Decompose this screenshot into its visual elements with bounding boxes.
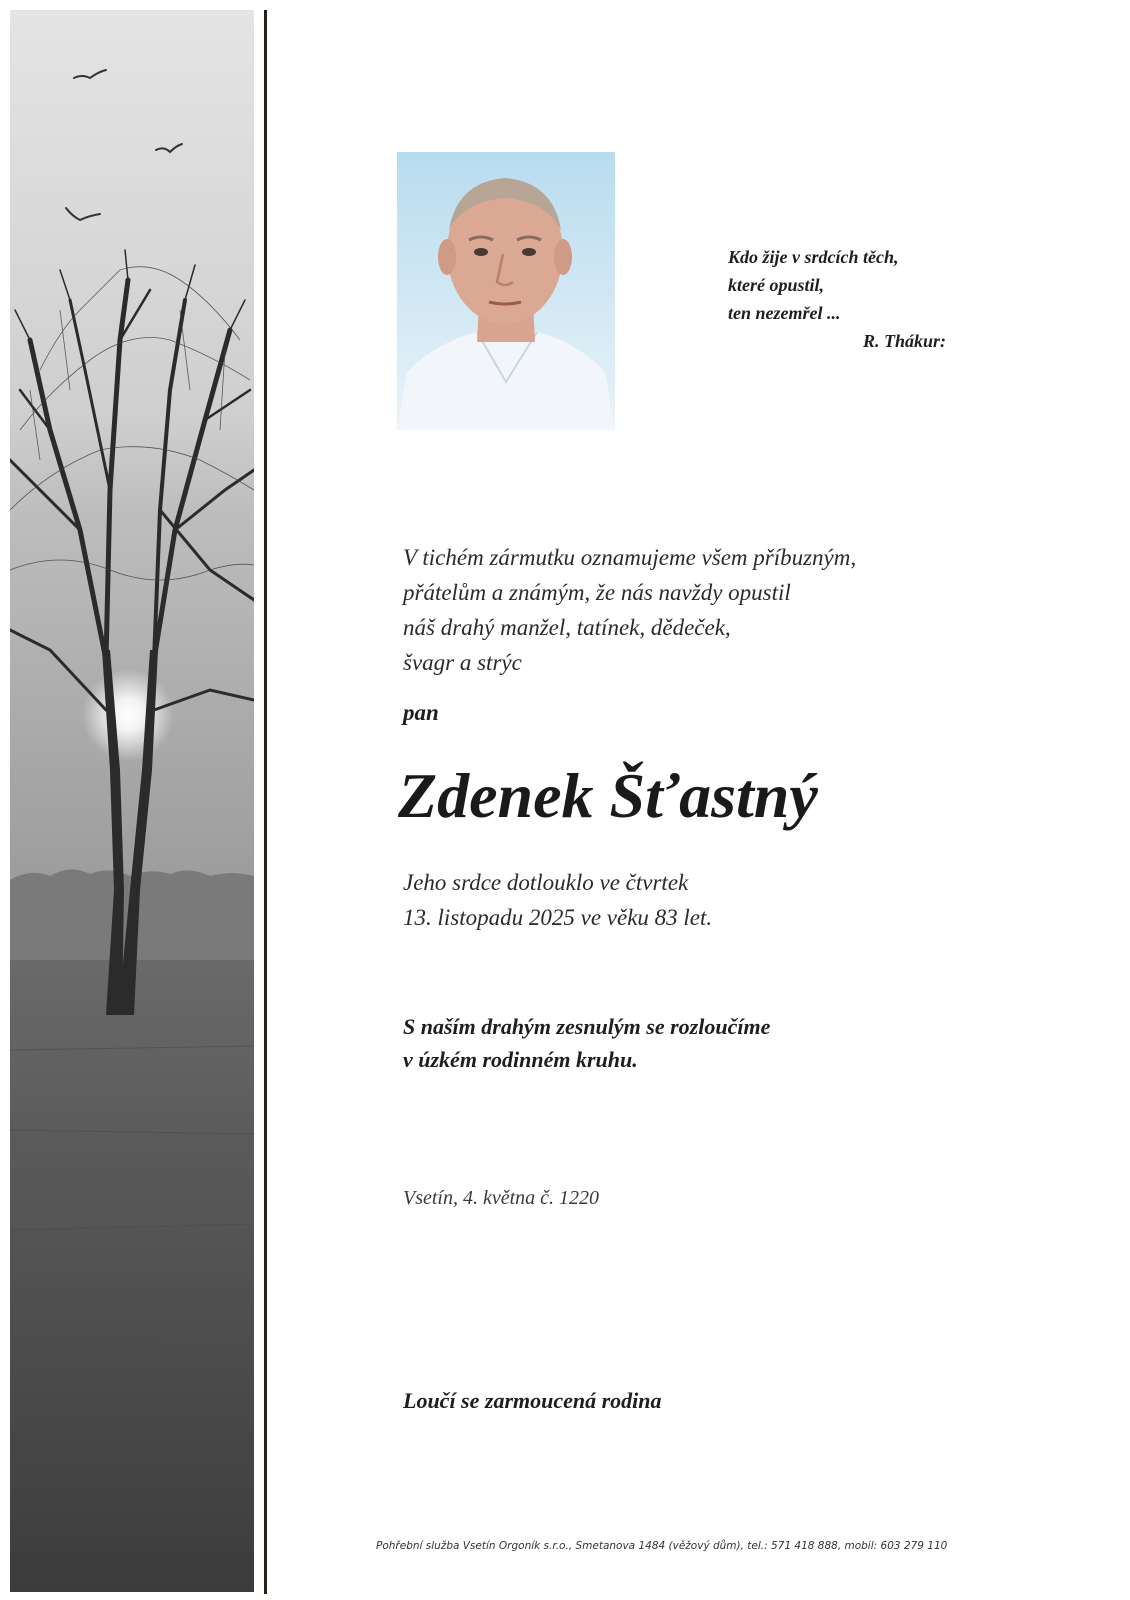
quote-line: Kdo žije v srdcích těch, — [728, 247, 899, 267]
announcement-line: přátelům a známým, že nás navždy opustil — [403, 580, 791, 605]
farewell-line: S naším drahým zesnulým se rozloučíme — [403, 1014, 771, 1039]
announcement-line: V tichém zármutku oznamujeme všem příbuzným, — [403, 545, 857, 570]
announcement-line: švagr a strýc — [403, 650, 522, 675]
portrait-photo — [397, 152, 615, 430]
honorific-title: pan — [403, 700, 439, 725]
farewell-line: v úzkém rodinném kruhu. — [403, 1047, 638, 1072]
funeral-service-footer: Pohřební služba Vsetín Orgoník s.r.o., Smetanova 1484 (věžový dům), tel.: 571 418 888, mobil: 603 279 110 — [376, 1540, 948, 1552]
deceased-name: Zdenek Šťastný — [398, 760, 818, 831]
memorial-quote — [728, 243, 988, 355]
announcement-line: náš drahý manžel, tatínek, dědeček, — [403, 615, 731, 640]
family-signature: Loučí se zarmoucená rodina — [403, 1388, 662, 1413]
quote-line: které opustil, — [728, 275, 825, 295]
family-address: Vsetín, 4. května č. 1220 — [403, 1187, 600, 1209]
tree-landscape-image — [10, 10, 254, 1592]
quote-author: R. Thákur: — [863, 331, 947, 351]
quote-line: ten nezemřel ... — [728, 303, 841, 323]
announcement-text — [403, 540, 1023, 680]
death-line: Jeho srdce dotlouklo ve čtvrtek — [403, 870, 689, 895]
vertical-divider — [264, 10, 267, 1594]
death-notice — [403, 865, 1023, 935]
farewell-notice — [403, 1010, 1023, 1076]
death-line: 13. listopadu 2025 ve věku 83 let. — [403, 905, 713, 930]
